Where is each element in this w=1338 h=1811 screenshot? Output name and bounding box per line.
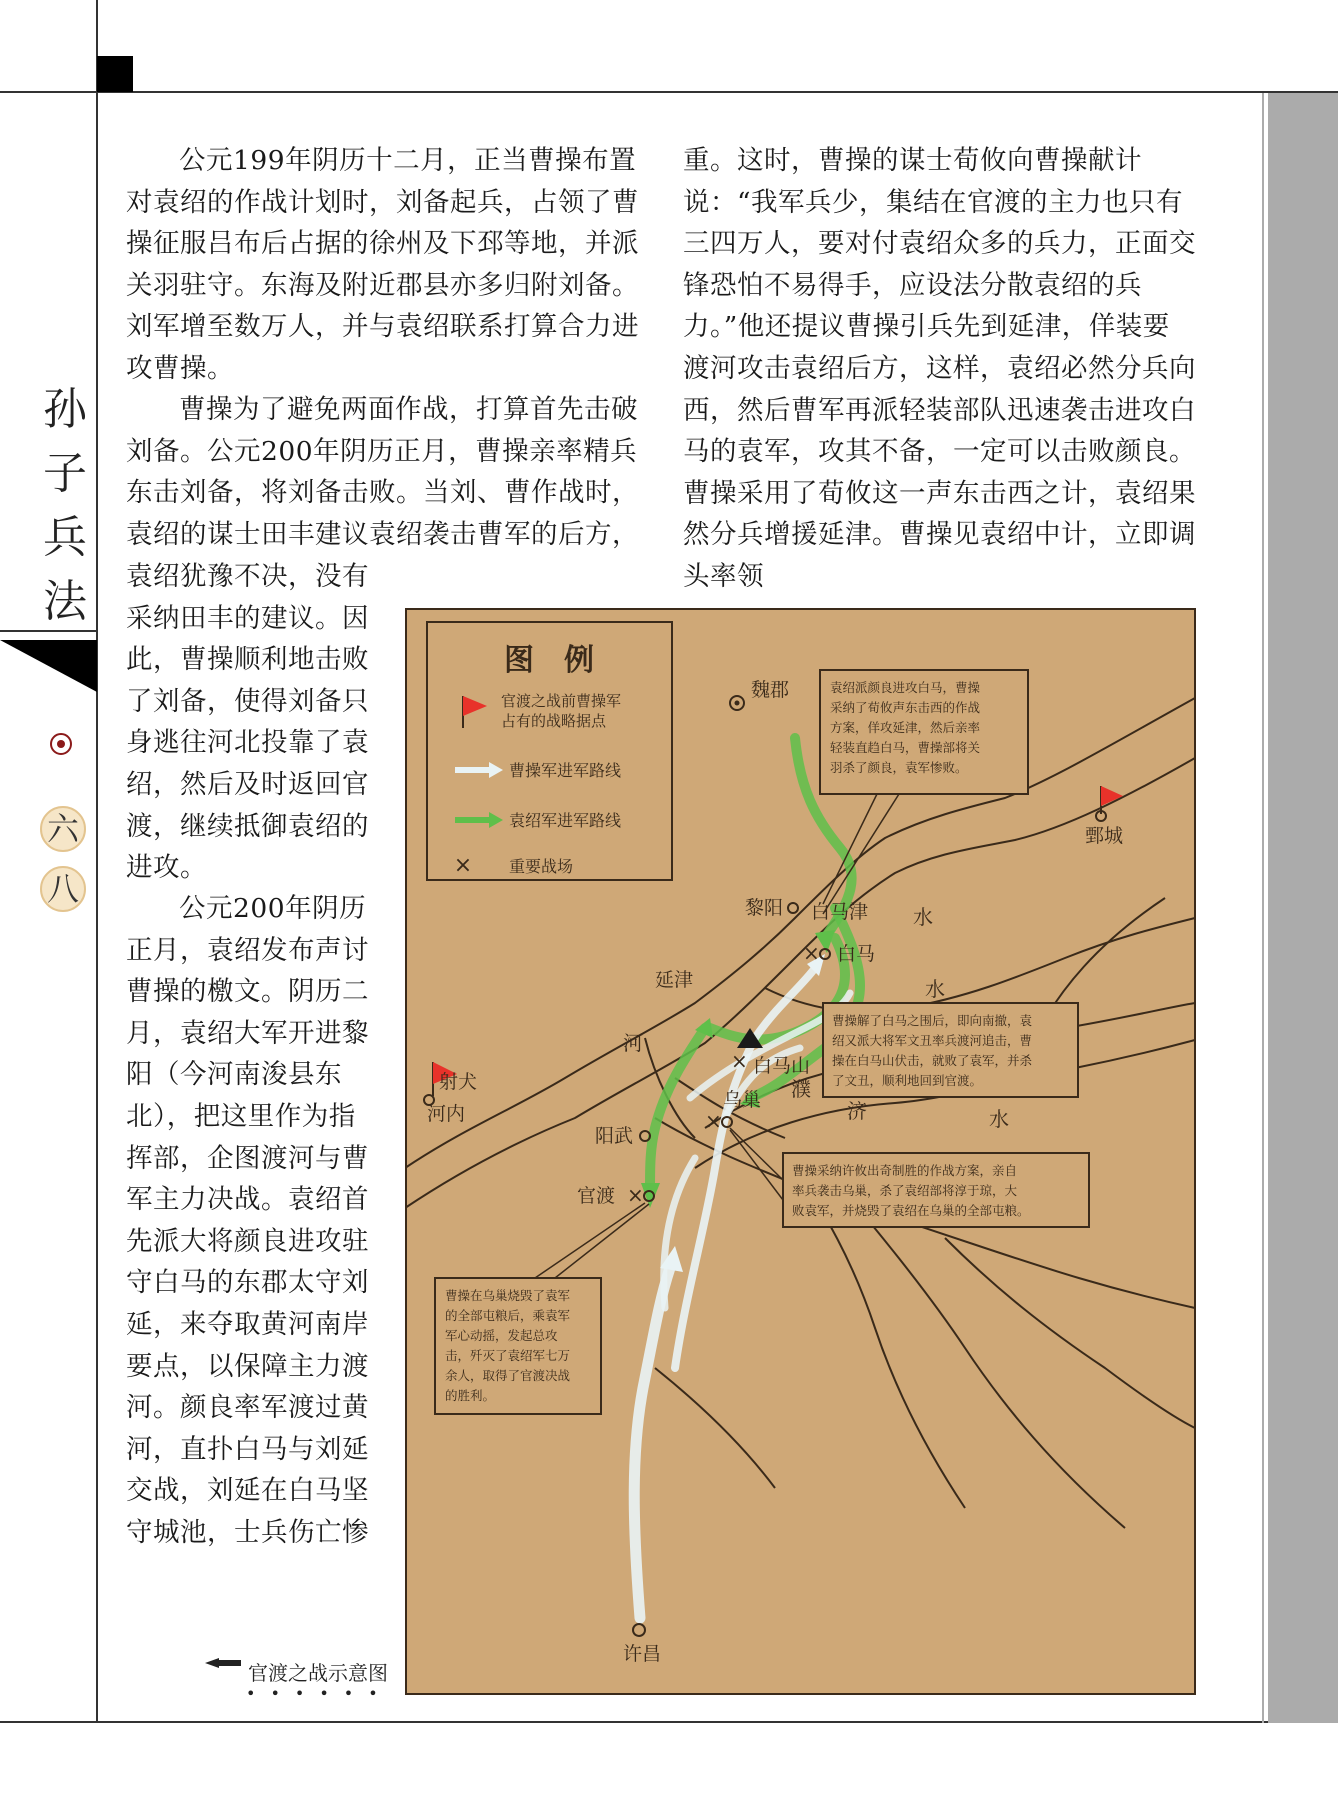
guandu-battle-x-icon: × <box>627 1183 644 1207</box>
place-wuchao: 乌巢 <box>723 1089 762 1111</box>
battle-map <box>405 608 1196 1695</box>
legend-yuan-label: 袁绍军进军路线 <box>509 811 622 830</box>
wuchao-battle-x-icon: × <box>705 1109 722 1133</box>
place-baima: 白马 <box>837 943 876 965</box>
note-1-line: 采纳了荀攸声东击西的作战 <box>830 700 981 715</box>
book-title-char: 兵 <box>43 512 87 563</box>
frame-top-rule <box>0 91 1338 93</box>
river-shui-2: 水 <box>925 977 945 1001</box>
place-yancheng: 鄄城 <box>1085 825 1124 847</box>
note-4-line: 的全部屯粮后，乘袁军 <box>445 1308 571 1323</box>
book-title-char: 法 <box>43 576 87 627</box>
frame-left-rule <box>96 0 98 1723</box>
left-paragraph-2: 曹操为了避免两面作战，打算首先击破刘备。公元200年阴历正月，曹操亲率精兵东击刘备，将刘备击败。当刘、曹作战时，袁绍的谋士田丰建议袁绍袭击曹军的后方， <box>126 394 639 550</box>
note-2-line: 操在白马山伏击，就败了袁军，并杀 <box>832 1053 1033 1068</box>
place-weijun: 魏郡 <box>751 679 790 701</box>
narrow-paragraph-3: 公元200年阴历正月，袁绍发布声讨曹操的檄文。阴历二月，袁绍大军开进黎阳（今河南浚县东北），把这里作为指挥部，企图渡河与曹军主力决战。袁绍首先派大将颜良进攻驻守白马的东郡太守刘延，来夺取黄河南岸要点，以保障主力渡河。颜良率军渡过黄河，直扑白马与刘延交战，刘延在白马坚守城池，士兵伤亡惨 <box>126 893 369 1548</box>
legend-battle-x-icon: × <box>453 853 473 878</box>
note-4-line: 余人，取得了官渡决战 <box>445 1368 571 1383</box>
baima-battle-x-icon: × <box>803 941 820 965</box>
place-baimajin: 白马津 <box>811 901 869 923</box>
legend-flag-label-1: 官渡之战前曹操军 <box>501 692 622 710</box>
place-baimashan: 白马山 <box>753 1055 811 1077</box>
place-yanjin: 延津 <box>655 969 694 991</box>
river-pu: 濮 <box>791 1077 811 1101</box>
note-1-line: 羽杀了颜良，袁军惨败。 <box>830 760 968 775</box>
note-3-line: 败袁军，并烧毁了袁绍在乌巢的全部屯粮。 <box>792 1203 1030 1218</box>
corner-block <box>97 56 133 92</box>
book-title-char: 子 <box>43 448 87 499</box>
frame-bottom-rule <box>0 1721 1338 1723</box>
note-1-line: 轻装直趋白马，曹操部将关 <box>830 740 981 755</box>
note-2-line: 曹操解了白马之围后，即向南撤，袁 <box>832 1013 1033 1028</box>
legend-cao-label: 曹操军进军路线 <box>509 761 622 780</box>
note-3-line: 率兵袭击乌巢，杀了袁绍部将淳于琼，大 <box>792 1183 1018 1198</box>
note-2 <box>823 1003 1078 1097</box>
place-yangwu: 阳武 <box>595 1125 634 1147</box>
place-sheqiang: 射犬 <box>439 1071 478 1093</box>
river-ji: 济 <box>847 1099 867 1123</box>
map-caption: 官渡之战示意图 <box>248 1661 388 1685</box>
note-4-line: 的胜利。 <box>445 1388 496 1403</box>
title-wedge <box>0 630 98 700</box>
note-4-line: 曹操在乌巢烧毁了袁军 <box>445 1288 571 1303</box>
right-column-text: 重。这时，曹操的谋士荀攸向曹操献计说：“我军兵少，集结在官渡的主力也只有三四万人，要对付袁绍众多的兵力，正面交锋恐怕不易得手，应设法分散袁绍的兵力。”他还提议曹操引兵先到延津，佯装要渡河攻击袁绍后方，这样，袁绍必然分兵向西，然后曹军再派轻装部队迅速袭击进攻白马的袁军，攻其不备，一定可以击败颜良。曹操采用了荀攸这一声东击西之计，袁绍果然分兵增援延津。曹操见袁绍中计，立即调头率领 <box>683 145 1196 592</box>
legend-battle-label: 重要战场 <box>509 857 574 876</box>
caption-pointer-icon <box>205 1656 245 1670</box>
river-shui-3: 水 <box>989 1107 1009 1131</box>
bullet-mark-icon <box>50 733 72 755</box>
side-band <box>1268 93 1338 1723</box>
note-1-line: 袁绍派颜良进攻白马，曹操 <box>830 680 981 695</box>
baimashan-battle-x-icon: × <box>731 1049 748 1073</box>
note-2-line: 了文丑，顺利地回到官渡。 <box>832 1073 983 1088</box>
book-title-char: 孙 <box>43 384 87 435</box>
place-xuchang: 许昌 <box>623 1643 662 1665</box>
river-shui-1: 水 <box>913 905 933 929</box>
legend-title: 图 例 <box>504 643 594 678</box>
note-3-line: 曹操采纳许攸出奇制胜的作战方案，亲自 <box>792 1163 1018 1178</box>
narrow-paragraph-2-cont: 袁绍犹豫不决，没有采纳田丰的建议。因此，曹操顺利地击败了刘备，使得刘备只身逃往河北投靠了袁绍，然后及时返回官渡，继续抵御袁绍的进攻。 <box>126 561 369 884</box>
place-liyang: 黎阳 <box>745 897 784 919</box>
side-band-line <box>1262 93 1264 1723</box>
page-number-char: 八 <box>40 866 86 912</box>
note-2-line: 绍又派大将军文丑率兵渡河追击，曹 <box>832 1033 1033 1048</box>
note-4-line: 击，歼灭了袁绍军七万 <box>445 1348 571 1363</box>
place-henei: 河内 <box>427 1103 466 1125</box>
legend-flag-label-2: 占有的战略据点 <box>501 712 607 730</box>
page-number-char: 六 <box>40 806 86 852</box>
book-title <box>36 378 94 634</box>
note-1-line: 方案，佯攻延津，然后亲率 <box>830 720 981 735</box>
left-paragraph-1: 公元199年阴历十二月，正当曹操布置对袁绍的作战计划时，刘备起兵，占领了曹操征服吕布后占据的徐州及下邳等地，并派关羽驻守。东海及附近郡县亦多归附刘备。刘军增至数万人，并与袁绍联系打算合力进攻曹操。 <box>126 145 639 384</box>
note-4-line: 军心动摇，发起总攻 <box>445 1328 558 1343</box>
caption-emphasis-dots: •••••• <box>246 1684 393 1703</box>
river-he: 河 <box>623 1031 643 1055</box>
place-guandu: 官渡 <box>577 1185 616 1207</box>
weijun-marker-center <box>735 701 740 706</box>
